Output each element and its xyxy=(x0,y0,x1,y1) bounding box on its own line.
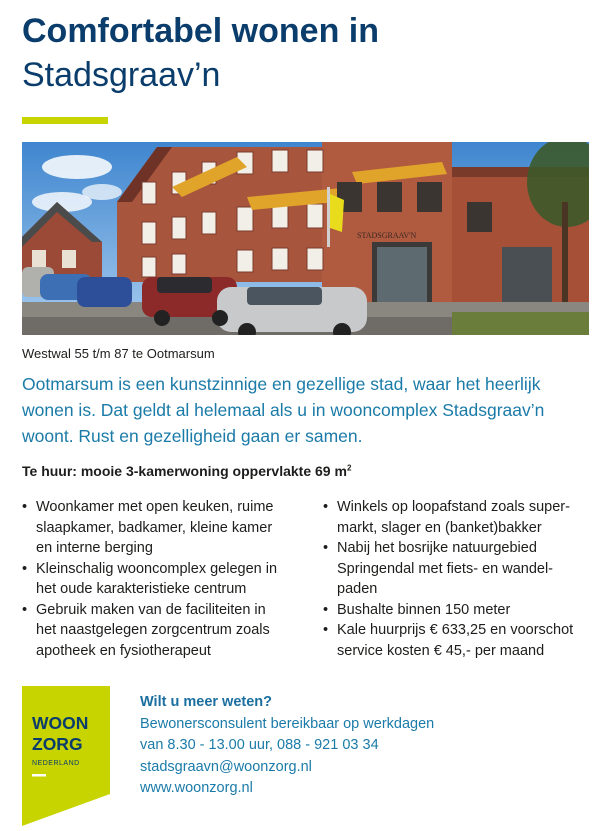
list-item-line: • Gebruik maken van de faciliteiten in xyxy=(36,601,266,618)
intro-text xyxy=(22,371,592,449)
list-item xyxy=(22,497,322,559)
list-item-line: en interne berging xyxy=(36,540,153,556)
building-photo xyxy=(22,142,589,335)
rental-heading-text: Te huur: mooie 3-kamerwoning oppervlakte 69 m xyxy=(22,463,347,479)
intro-line: woont. Rust en gezelligheid gaan er samen. xyxy=(22,426,363,446)
features-list-left xyxy=(22,497,322,661)
contact-phone: van 8.30 - 13.00 uur, 088 - 921 03 34 xyxy=(140,737,379,753)
list-item-line: • Kale huurprijs € 633,25 en voorschot xyxy=(337,622,574,638)
rental-heading xyxy=(22,463,351,479)
features-list-right xyxy=(323,497,593,661)
list-item xyxy=(323,620,593,661)
list-item xyxy=(323,600,593,621)
list-item-line: Springendal met fiets- en wandel- xyxy=(337,560,554,577)
list-item-line: • Nabij het bosrijke natuurgebied xyxy=(337,540,537,556)
contact-availability: Bewonersconsulent bereikbaar op werkdagen xyxy=(140,715,435,732)
page-subtitle: Stadsgraav’n xyxy=(22,56,221,94)
contact-heading: Wilt u meer weten? xyxy=(140,694,273,710)
woonzorg-logo xyxy=(22,686,110,826)
photo-caption: Westwal 55 t/m 87 te Ootmarsum xyxy=(22,346,215,361)
list-item-line: • Bushalte binnen 150 meter xyxy=(337,601,511,618)
logo-line3: NEDERLAND xyxy=(32,760,80,767)
list-item-line: het naastgelegen zorgcentrum zoals xyxy=(36,622,270,638)
list-item xyxy=(22,600,322,662)
logo-line2: ZORG xyxy=(32,734,83,754)
contact-email-link[interactable]: stadsgraavn@woonzorg.nl xyxy=(140,758,312,775)
list-item-line: paden xyxy=(337,581,378,597)
intro-line: wonen is. Dat geldt al helemaal als u in wooncomplex Stadsgraav’n xyxy=(22,400,545,420)
list-item-line: • Winkels op loopafstand zoals super- xyxy=(337,499,570,515)
contact-block xyxy=(140,692,434,800)
list-item-line: slaapkamer, badkamer, kleine kamer xyxy=(36,519,273,536)
list-item-line: apotheek en fysiotherapeut xyxy=(36,642,211,659)
page-title: Comfortabel wonen in xyxy=(22,12,379,50)
list-item xyxy=(323,497,593,538)
list-item xyxy=(323,538,593,600)
building-sign-text: STADSGRAAV'N xyxy=(357,231,417,240)
list-item-line: markt, slager en (banket)bakker xyxy=(337,519,542,536)
contact-website-link[interactable]: www.woonzorg.nl xyxy=(140,780,253,796)
list-item-line: service kosten € 45,- per maand xyxy=(337,642,545,659)
rental-heading-sup: 2 xyxy=(346,463,352,473)
list-item-line: • Kleinschalig wooncomplex gelegen in xyxy=(36,560,278,577)
accent-bar xyxy=(22,117,108,124)
intro-line: Ootmarsum is een kunstzinnige en gezellige stad, waar het heerlijk xyxy=(22,374,541,394)
list-item xyxy=(22,559,322,600)
logo-line1: WOON xyxy=(32,713,89,733)
list-item-line: het oude karakteristieke centrum xyxy=(36,581,247,597)
list-item-line: • Woonkamer met open keuken, ruime xyxy=(36,499,274,515)
